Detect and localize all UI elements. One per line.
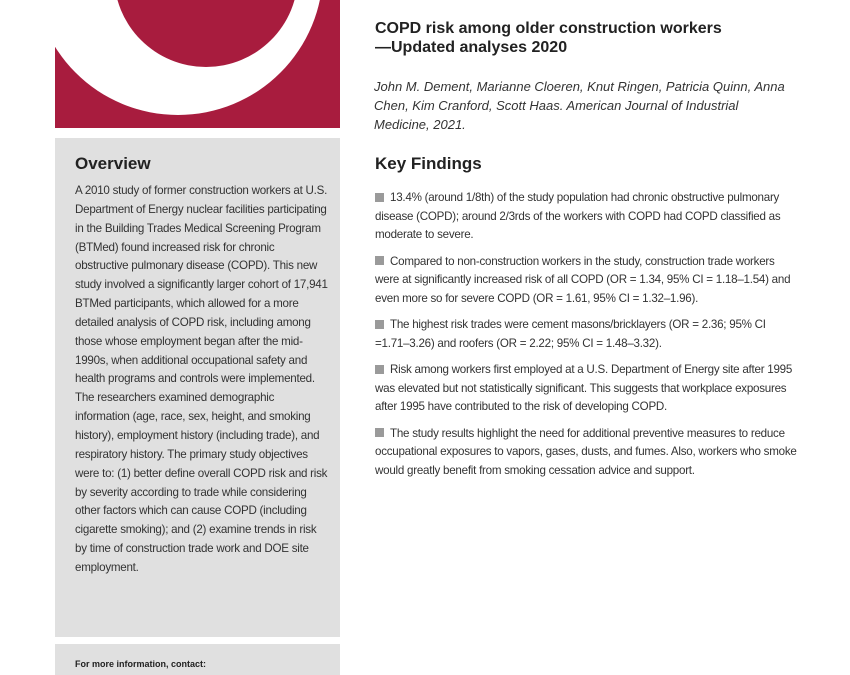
finding-item xyxy=(375,189,800,245)
brand-graphic xyxy=(55,0,340,128)
overview-panel xyxy=(55,138,340,637)
finding-text: 13.4% (around 1/8th) of the study population had chronic obstructive pulmonary disease (COPD); around 2/3rds of the workers with COPD had COPD classified as moderate to severe. xyxy=(375,191,781,241)
square-bullet-icon xyxy=(375,320,384,329)
finding-item xyxy=(375,253,800,309)
finding-text: The highest risk trades were cement masons/bricklayers (OR = 2.36; 95% CI =1.71–3.26) and roofers (OR = 2.22; 95% CI = 1.48–3.32). xyxy=(375,318,766,350)
finding-item xyxy=(375,361,800,417)
finding-text: Compared to non-construction workers in the study, construction trade workers were at significantly increased risk of all COPD (OR = 1.34, 95% CI = 1.18–1.54) and even more so for severe COPD (OR = 1.61, 95% CI = 1.32–1.96). xyxy=(375,254,791,305)
document-title: COPD risk among older construction workers—Updated analyses 2020 xyxy=(375,20,722,56)
citation: John M. Dement, Marianne Cloeren, Knut Ringen, Patricia Quinn, Anna Chen, Kim Cranford, Scott Haas. American Journal of Industrial Medicine, 2021. xyxy=(374,79,785,132)
overview-body: A 2010 study of former construction workers at U.S. Department of Energy nuclear facilities participating in the Building Trades Medical Screening Program (BTMed) found increased risk for chronic obstructive pulmonary disease (COPD). This new study involved a significantly larger cohort of 17,941 BTMed participants, which allowed for a more detailed analysis of COPD risk, including among those whose employment began after the mid-1990s, when additional occupational safety and health programs and controls were implemented. The researchers examined demographic information (age, race, sex, height, and smoking history), employment history (including trade), and respiratory history. The primary study objectives were to: (1) better define overall COPD risk and risk by severity according to trade while considering other factors which can cause COPD (including cigarette smoking); and (2) examine trends in risk by time of construction trade work and DOE site employment. xyxy=(75,184,328,574)
overview-heading: Overview xyxy=(75,154,151,173)
finding-text: Risk among workers first employed at a U.S. Department of Energy site after 1995 was elevated but not statistically significant. This suggests that workplace exposures after 1995 have contributed to the risk of developing COPD. xyxy=(375,363,793,413)
finding-text: The study results highlight the need for additional preventive measures to reduce occupational exposures to vapors, gases, dusts, and fumes. Also, workers who smoke would greatly benefit from smoking cessation advice and support. xyxy=(375,426,797,477)
contact-panel xyxy=(55,644,340,675)
square-bullet-icon xyxy=(375,256,384,265)
finding-item xyxy=(375,425,800,481)
key-findings-list xyxy=(375,189,800,488)
square-bullet-icon xyxy=(375,193,384,202)
square-bullet-icon xyxy=(375,365,384,374)
key-findings-heading: Key Findings xyxy=(375,154,482,173)
finding-item xyxy=(375,316,800,353)
contact-label: For more information, contact: xyxy=(75,659,207,669)
square-bullet-icon xyxy=(375,428,384,437)
